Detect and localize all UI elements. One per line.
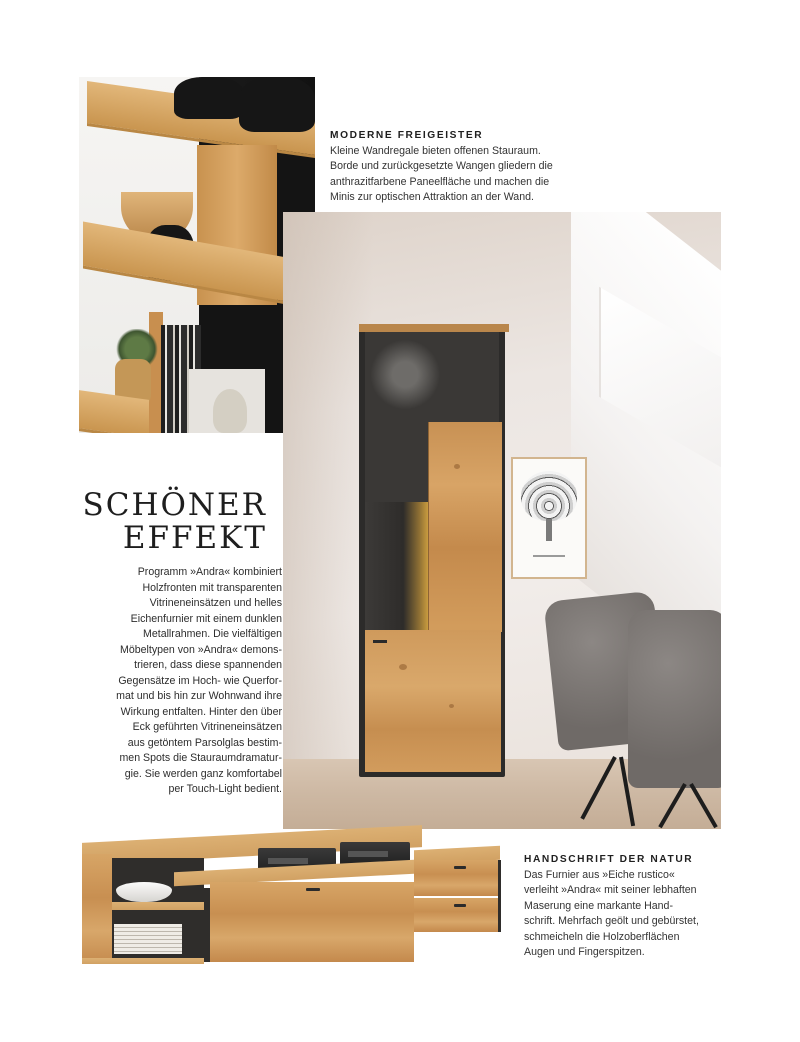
room-photo: [283, 212, 721, 829]
caption-bottom-kicker: HANDSCHRIFT DER NATUR: [524, 854, 694, 865]
artichoke-stem: [546, 519, 552, 541]
caption-top-line: Kleine Wandregale bieten offenen Stauraum.: [330, 144, 541, 157]
body-line: Programm »Andra« kombiniert: [137, 566, 282, 578]
article-body: [100, 565, 282, 798]
headline-line: SCHÖNER: [82, 487, 267, 523]
body-line: per Touch-Light bedient.: [168, 783, 282, 795]
body-line: mat und bis hin zur Wohnwand ihre: [116, 690, 282, 702]
caption-top-kicker: MODERNE FREIGEISTER: [330, 130, 484, 141]
glass-insert-side: [365, 502, 429, 630]
body-line: Eck geführten Vitrineneinsätzen: [132, 721, 282, 733]
article-headline: [83, 489, 268, 555]
caption-top-line: Borde und zurückgesetzte Wangen gliedern die: [330, 160, 553, 172]
body-line: Vitrineneinsätzen und helles: [149, 597, 282, 609]
magazines: [114, 924, 182, 954]
caption-bottom: [524, 852, 734, 961]
metal-frame: [498, 860, 501, 932]
drawer-handle: [454, 866, 466, 869]
artichoke-print: [511, 457, 587, 579]
body-line: Möbeltypen von »Andra« demons-: [120, 643, 282, 656]
caption-top-line: anthrazitfarbene Paneelfläche und machen die: [330, 175, 550, 188]
body-line: Wirkung entfalten. Hinter den über: [120, 705, 282, 718]
cabinet-top: [359, 324, 509, 332]
dining-chair: [628, 610, 721, 788]
oak-door-upper: [428, 422, 502, 632]
caption-bottom-line: schrift. Mehrfach geölt und gebürstet,: [524, 915, 699, 927]
print-label: [533, 555, 565, 557]
shelf-photo: [79, 77, 315, 433]
body-line: gie. Sie werden ganz komfortabel: [124, 767, 282, 780]
caption-bottom-line: Maserung eine markante Hand-: [524, 899, 673, 912]
sideboard-base: [82, 958, 204, 964]
caption-bottom-line: Das Furnier aus »Eiche rustico«: [524, 868, 675, 881]
caption-top-line: Minis zur optischen Attraktion an der Wand.: [330, 191, 534, 203]
vitrine-cabinet: [359, 324, 505, 777]
body-line: Metallrahmen. Die vielfältigen: [143, 628, 282, 640]
door-handle: [373, 640, 387, 643]
black-vase: [239, 77, 315, 132]
body-line: aus getöntem Parsolglas bestim-: [127, 736, 282, 749]
monkey-figurine: [213, 389, 247, 433]
oak-door-lower: [365, 630, 501, 772]
wood-knot: [399, 664, 407, 670]
shelf-board: [112, 902, 204, 910]
drawer-handle: [454, 904, 466, 907]
flap-front: [210, 882, 414, 962]
caption-bottom-line: Augen und Fingerspitzen.: [524, 946, 645, 958]
black-vase: [174, 77, 244, 119]
sideboard-photo: [74, 812, 504, 972]
caption-top: [330, 128, 590, 206]
wood-knot: [449, 704, 454, 708]
caption-bottom-line: verleiht »Andra« mit seiner lebhaften: [524, 884, 697, 896]
flap-handle: [306, 888, 320, 891]
body-line: men Spots die Stauraumdramatur-: [119, 752, 282, 764]
artichoke-bloom: [521, 471, 577, 521]
body-line: Eichenfurnier mit einem dunklen: [130, 612, 282, 625]
body-line: Holzfronten mit transparenten: [142, 581, 282, 594]
caption-bottom-line: schmeicheln die Holzoberflächen: [524, 930, 680, 943]
body-line: trieren, dass diese spannenden: [134, 659, 282, 671]
sideboard-side: [82, 854, 112, 964]
headline-line: EFFEKT: [122, 520, 267, 556]
wood-knot: [454, 464, 460, 469]
body-line: Gegensätze im Hoch- wie Querfor-: [118, 674, 282, 687]
